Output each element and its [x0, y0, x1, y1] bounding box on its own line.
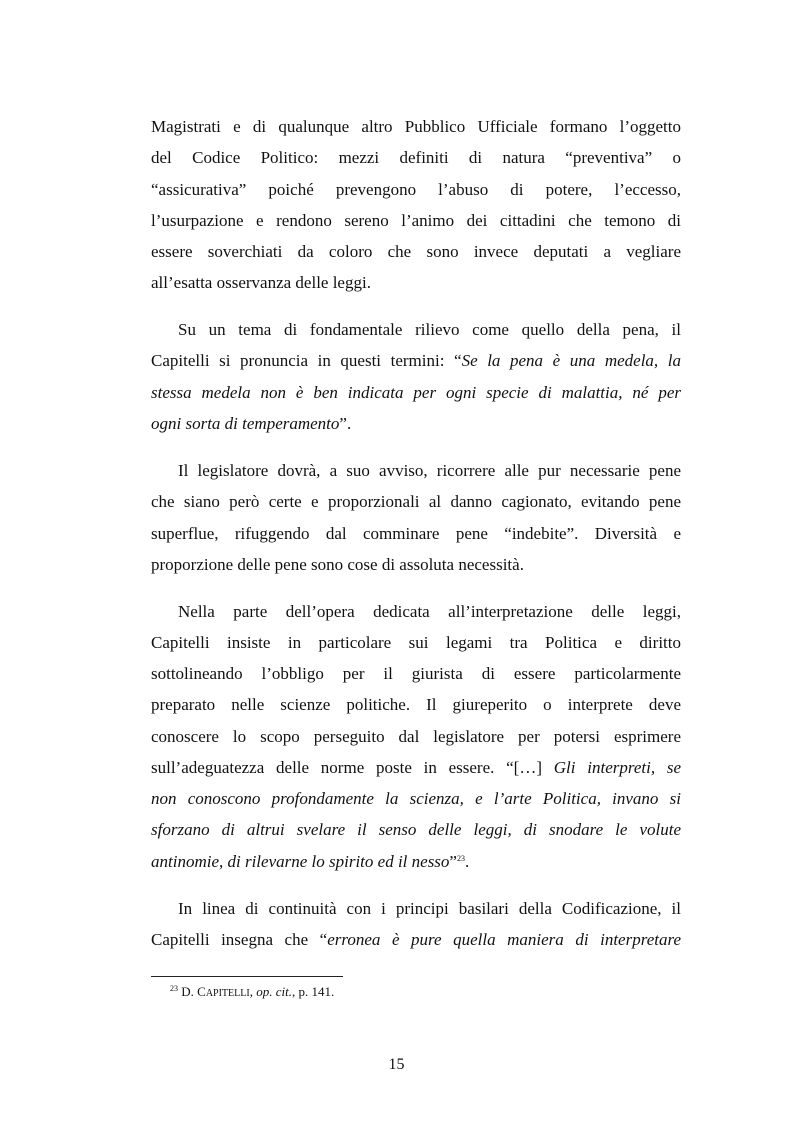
text-line: [151, 242, 681, 262]
text-line: [151, 727, 681, 747]
text-line: [151, 273, 681, 293]
italic-quote-text: erronea è pure quella maniera di interpretare: [327, 930, 681, 949]
footnote-reference: 23: [456, 854, 465, 863]
body-text: l’usurpazione e rendono sereno l’animo dei cittadini che temono di: [151, 211, 681, 230]
text-line: [151, 351, 681, 371]
body-text: Magistrati e di qualunque altro Pubblico Ufficiale formano l’oggetto: [151, 117, 681, 136]
footnote-page-ref: , p. 141.: [291, 984, 335, 999]
text-line: [151, 148, 681, 168]
body-text: Nella parte dell’opera dedicata all’interpretazione delle leggi,: [178, 602, 681, 621]
text-line: [151, 930, 681, 950]
text-line: [151, 789, 681, 809]
body-text: Capitelli insiste in particolare sui legami tra Politica e diritto: [151, 633, 681, 652]
text-line: [151, 820, 681, 840]
body-text: Capitelli insegna che “: [151, 930, 328, 949]
body-text: sottolineando l’obbligo per il giurista di essere particolarmente: [151, 664, 681, 683]
body-text: ”.: [339, 414, 352, 433]
text-line: [151, 117, 681, 137]
body-text: “assicurativa” poiché prevengono l’abuso di potere, l’eccesso,: [151, 180, 681, 199]
page-number: 15: [388, 1056, 405, 1073]
body-text: che siano però certe e proporzionali al danno cagionato, evitando pene: [151, 492, 681, 511]
text-line: [151, 852, 681, 872]
footnote-author-smallcaps: APITELLI: [205, 988, 250, 999]
footnote-op-cit: op. cit.: [256, 984, 292, 999]
body-text: proporzione delle pene sono cose di assoluta necessità.: [151, 555, 524, 574]
text-line: [151, 524, 681, 544]
italic-quote-text: non conoscono profondamente la scienza, e l’arte Politica, invano si: [151, 789, 681, 808]
body-text: preparato nelle scienze politiche. Il giureperito o interprete deve: [151, 695, 681, 714]
text-line: [178, 602, 681, 622]
text-line: [178, 461, 681, 481]
body-text: Capitelli si pronuncia in questi termini: “: [151, 351, 462, 370]
footnote-separator: [151, 976, 343, 977]
body-text: all’esatta osservanza delle leggi.: [151, 273, 371, 292]
footnote-author-initial: D. C: [181, 984, 206, 999]
footnote-marker: 23: [170, 984, 178, 993]
italic-quote-text: Gli interpreti, se: [553, 758, 681, 777]
body-text: del Codice Politico: mezzi definiti di natura “preventiva” o: [151, 148, 681, 167]
text-line: [178, 899, 681, 919]
body-text: .: [464, 852, 470, 871]
italic-quote-text: ogni sorta di temperamento: [151, 414, 340, 433]
body-text: Il legislatore dovrà, a suo avviso, ricorrere alle pur necessarie pene: [178, 461, 681, 480]
text-line: [151, 492, 681, 512]
italic-quote-text: Se la pena è una medela, la: [461, 351, 681, 370]
body-text: conoscere lo scopo perseguito dal legislatore per potersi esprimere: [151, 727, 681, 746]
body-text: In linea di continuità con i principi basilari della Codificazione, il: [178, 899, 681, 918]
text-line: [151, 633, 681, 653]
italic-quote-text: stessa medela non è ben indicata per ogni specie di malattia, né per: [151, 383, 681, 402]
text-line: [151, 414, 681, 434]
body-text: Su un tema di fondamentale rilievo come quello della pena, il: [178, 320, 681, 339]
text-line: [151, 664, 681, 684]
text-line: [178, 320, 681, 340]
text-line: [151, 695, 681, 715]
body-text: sull’adeguatezza delle norme poste in essere. “[…]: [151, 758, 554, 777]
text-line: [151, 383, 681, 403]
text-line: [151, 211, 681, 231]
text-line: [151, 180, 681, 200]
body-text: ”: [449, 852, 457, 871]
italic-quote-text: sforzano di altrui svelare il senso delle leggi, di snodare le volute: [151, 820, 681, 839]
italic-quote-text: antinomie, di rilevarne lo spirito ed il nesso: [151, 852, 450, 871]
text-line: [151, 758, 681, 778]
footnote-23: $^{23}$ D. CAPITELLI, op. cit., p. 141.: [170, 984, 335, 999]
body-text: superflue, rifuggendo dal comminare pene “indebite”. Diversità e: [151, 524, 681, 543]
text-line: [151, 555, 681, 575]
body-text: essere soverchiati da coloro che sono invece deputati a vegliare: [151, 242, 681, 261]
